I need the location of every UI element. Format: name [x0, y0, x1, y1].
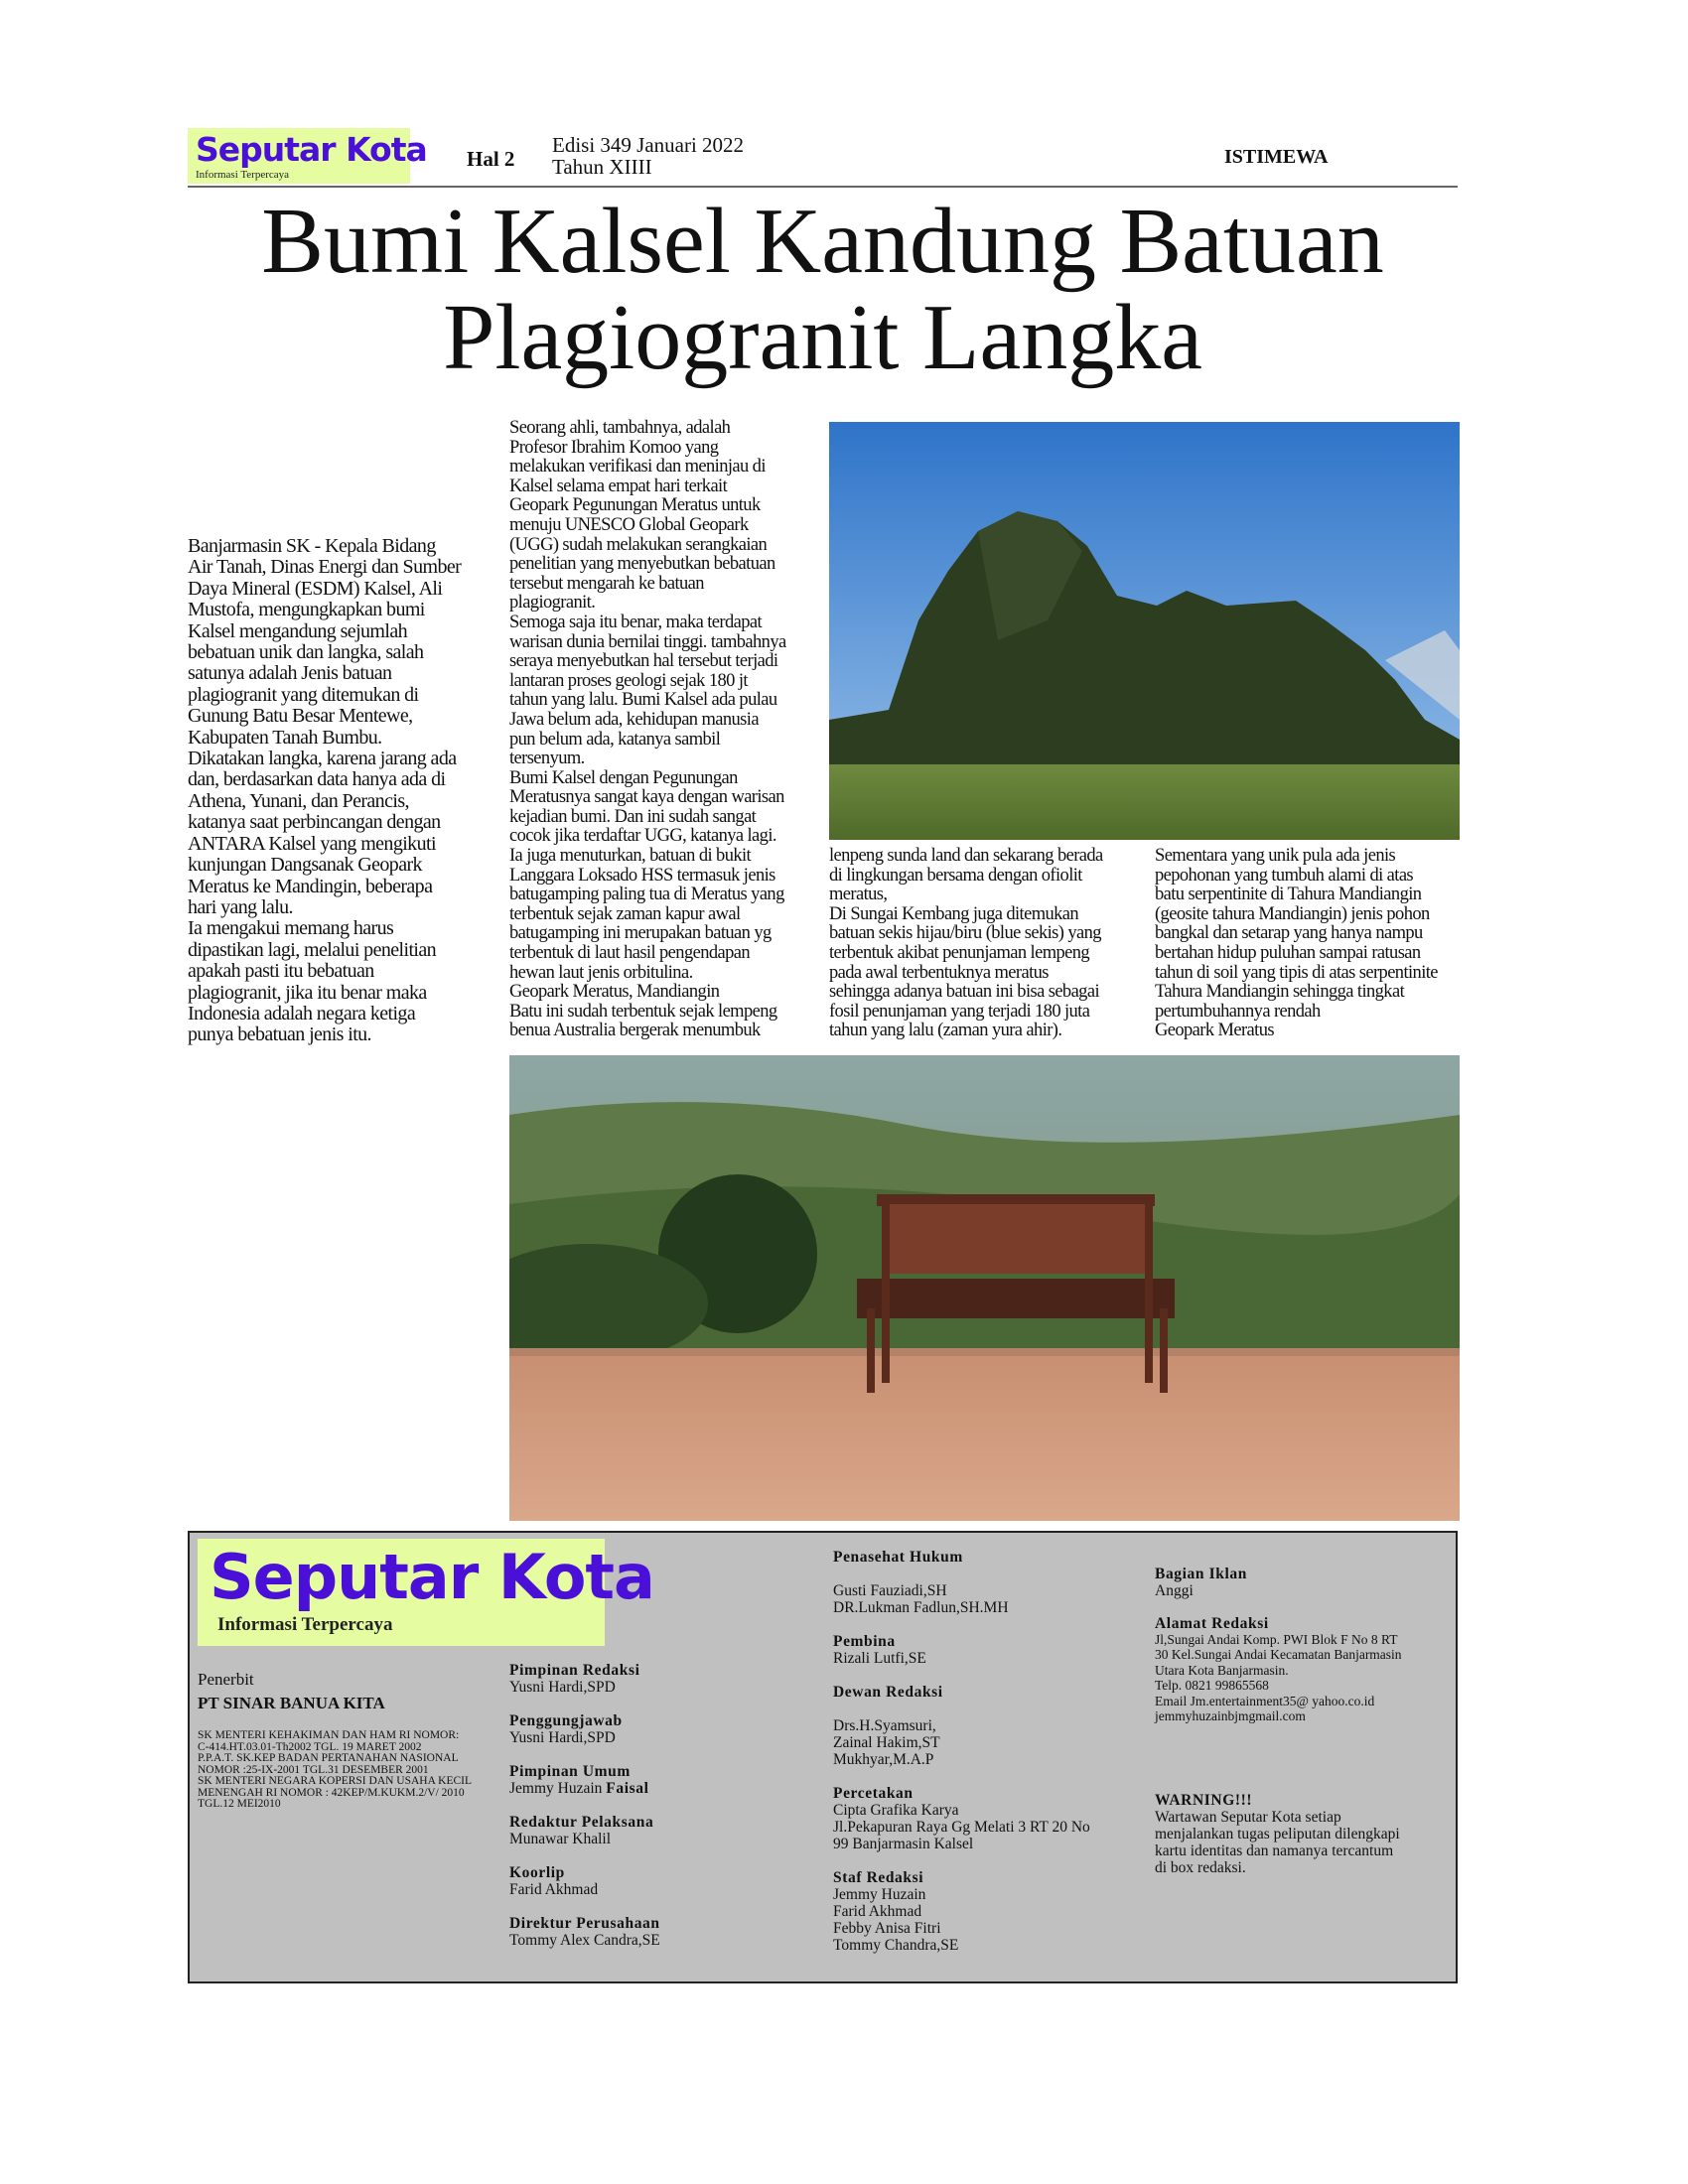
article-column-2: Seorang ahli, tambahnya, adalah Profesor Ibrahim Komoo yang melakukan verifikasi dan meninjau di Kalsel selama empat hari terkait Geopark Pegunungan Meratus untuk menuju UNESCO Global Geopark (UGG) sudah melakukan serangkaian penelitian yang menyebutkan bebatuan tersebut mengarah ke batuan plagiogranit. Semoga saja itu benar, maka terdapat warisan dunia bernilai tinggi. tambahnya seraya menyebutkan hal tersebut terjadi lantaran proses geologi sejak 180 jt tahun yang lalu. Bumi Kalsel ada pulau Jawa belum ada, kehidupan manusia pun belum ada, katanya sambil tersenyum. Bumi Kalsel dengan Pegunungan Meratusnya sangat kaya dengan warisan kejadian bumi. Dan ini sudah sangat cocok jika terdaftar UGG, katanya lagi. Ia juga menuturkan, batuan di bukit Langgara Loksado HSS termasuk jenis batugamping paling tua di Meratus yang terbentuk sejak zaman kapur awal batugamping ini merupakan batuan yg terbentuk di laut hasil pengendapan hewan laut jenis orbitulina. Geopark Meratus, Mandiangin Batu ini sudah terbentuk sejak lempeng benua Australia bergerak menumbuk	[509, 418, 786, 1041]
logo-tagline: Informasi Terpercaya	[196, 169, 290, 181]
name: Farid Akhmad	[833, 1903, 922, 1920]
legal-registration: SK MENTERI KEHAKIMAN DAN HAM RI NOMOR: C-414.HT.03.01-Th2002 TGL. 19 MARET 2002 P.P.A.T. SK.KEP BADAN PERTANAHAN NASIONAL NOMOR :25-IX-2001 TGL.31 DESEMBER 2001 SK MENTERI NEGARA KOPERSI DAN USAHA KECIL MENENGAH RI NOMOR : 42KEP/M.KUKM.2/V/ 2010 TGL.12 MEI2010	[198, 1729, 473, 1810]
role: Penasehat Hukum	[833, 1549, 963, 1566]
name: Yusni Hardi,SPD	[509, 1679, 616, 1696]
name: Tommy Alex Candra,SE	[509, 1932, 660, 1949]
phone: Telp. 0821 99865568	[1155, 1678, 1269, 1693]
logo-title: Seputar Kota	[196, 130, 427, 169]
address-line: Jl,Sungai Andai Komp. PWI Blok F No 8 RT	[1155, 1631, 1398, 1647]
year: Tahun XIIII	[552, 155, 652, 179]
name: Cipta Grafika Karya	[833, 1802, 959, 1819]
address-line: Utara Kota Banjarmasin.	[1155, 1662, 1289, 1678]
masthead-column-b	[509, 1662, 807, 1966]
role: Dewan Redaksi	[833, 1684, 943, 1701]
name: Febby Anisa Fitri	[833, 1920, 941, 1937]
headline-line-1: Bumi Kalsel Kandung Batuan	[261, 190, 1384, 293]
role: Pimpinan Umum	[509, 1763, 631, 1780]
mountain-photo	[829, 422, 1460, 840]
role: Alamat Redaksi	[1155, 1615, 1269, 1632]
name: Drs.H.Syamsuri,	[833, 1717, 936, 1734]
header-logo	[188, 128, 427, 184]
role: Direktur Perusahaan	[509, 1915, 660, 1932]
masthead-column-c	[833, 1549, 1151, 1971]
warning-text: Wartawan Seputar Kota setiap menjalankan tugas peliputan dilengkapi kartu identitas dan namanya tercantum di box redaksi.	[1155, 1808, 1400, 1876]
article-column-4: Sementara yang unik pula ada jenis pepohonan yang tumbuh alami di atas batu serpentinite di Tahura Mandiangin (geosite tahura Mandiangin) jenis pohon bangkal dan setarap yang hanya nampu bertahan hidup puluhan sampai ratusan tahun di soil yang tipis di atas serpentinite Tahura Mandiangin sehingga tingkat pertumbuhannya rendah Geopark Meratus	[1155, 846, 1438, 1041]
role: Percetakan	[833, 1785, 914, 1802]
address: 99 Banjarmasin Kalsel	[833, 1836, 974, 1852]
role: Pimpinan Redaksi	[509, 1662, 640, 1679]
address: Jl.Pekapuran Raya Gg Melati 3 RT 20 No	[833, 1819, 1090, 1836]
warning-title: WARNING!!!	[1155, 1791, 1253, 1809]
name: Rizali Lutfi,SE	[833, 1650, 926, 1667]
role: Redaktur Pelaksana	[509, 1814, 654, 1831]
publisher-name: PT SINAR BANUA KITA	[198, 1694, 385, 1712]
name: Tommy Chandra,SE	[833, 1937, 959, 1954]
section-label: ISTIMEWA	[1224, 146, 1329, 168]
role: Staf Redaksi	[833, 1869, 924, 1886]
name: Munawar Khalil	[509, 1831, 612, 1847]
name: Mukhyar,M.A.P	[833, 1751, 934, 1768]
role: Penggungjawab	[509, 1712, 623, 1729]
role: Koorlip	[509, 1864, 565, 1881]
name: Yusni Hardi,SPD	[509, 1729, 616, 1746]
masthead-logo-tagline: Informasi Terpercaya	[217, 1614, 393, 1635]
header-rule	[188, 186, 1458, 188]
name: Jemmy Huzain	[509, 1780, 603, 1797]
article-column-1: Banjarmasin SK - Kepala Bidang Air Tanah, Dinas Energi dan Sumber Daya Mineral (ESDM) Kalsel, Ali Mustofa, mengungkapkan bumi Kalsel mengandung sejumlah bebatuan unik dan langka, salah satunya adalah Jenis batuan plagiogranit yang ditemukan di Gunung Batu Besar Mentewe, Kabupaten Tanah Bumbu. Dikatakan langka, karena jarang ada dan, berdasarkan data hanya ada di Athena, Yunani, dan Perancis, katanya saat perbincangan dengan ANTARA Kalsel yang mengikuti kunjungan Dangsanak Geopark Meratus ke Mandingin, beberapa hari yang lalu. Ia mengakui memang harus dipastikan lagi, melalui penelitian apakah pasti itu bebatuan plagiogranit, jika itu benar maka Indonesia adalah negara ketiga punya bebatuan jenis itu.	[188, 535, 462, 1046]
name: Anggi	[1155, 1582, 1194, 1599]
masthead-logo-title: Seputar Kota	[210, 1541, 654, 1613]
email[interactable]: jemmyhuzainbjmgmail.com	[1155, 1708, 1306, 1723]
masthead-box	[188, 1531, 1458, 1983]
role: Bagian Iklan	[1155, 1566, 1247, 1582]
email[interactable]: Email Jm.entertainment35@ yahoo.co.id	[1155, 1693, 1375, 1708]
name: Gusti Fauziadi,SH	[833, 1582, 947, 1599]
name: DR.Lukman Fadlun,SH.MH	[833, 1599, 1009, 1616]
headline-line-2: Plagiogranit Langka	[443, 286, 1202, 389]
masthead-column-d	[1155, 1566, 1458, 1876]
bench-viewpoint-photo	[509, 1055, 1460, 1521]
edition: Edisi 349 Januari 2022	[552, 133, 745, 157]
page-number: Hal 2	[467, 147, 515, 171]
name: Zainal Hakim,ST	[833, 1734, 940, 1751]
publisher-label: Penerbit	[198, 1670, 254, 1689]
name-bold: Faisal	[606, 1780, 649, 1797]
masthead-logo	[198, 1539, 654, 1646]
address-line: 30 Kel.Sungai Andai Kecamatan Banjarmasin	[1155, 1647, 1402, 1662]
role: Pembina	[833, 1633, 896, 1650]
name: Farid Akhmad	[509, 1881, 599, 1898]
name: Jemmy Huzain	[833, 1886, 926, 1903]
article-column-3: lenpeng sunda land dan sekarang berada di lingkungan bersama dengan ofiolit meratus, Di Sungai Kembang juga ditemukan batuan sekis hijau/biru (blue sekis) yang terbentuk akibat penunjaman lempeng pada awal terbentuknya meratus sehingga adanya batuan ini bisa sebagai fosil penunjaman yang terjadi 180 juta tahun yang lalu (zaman yura ahir).	[829, 846, 1103, 1041]
